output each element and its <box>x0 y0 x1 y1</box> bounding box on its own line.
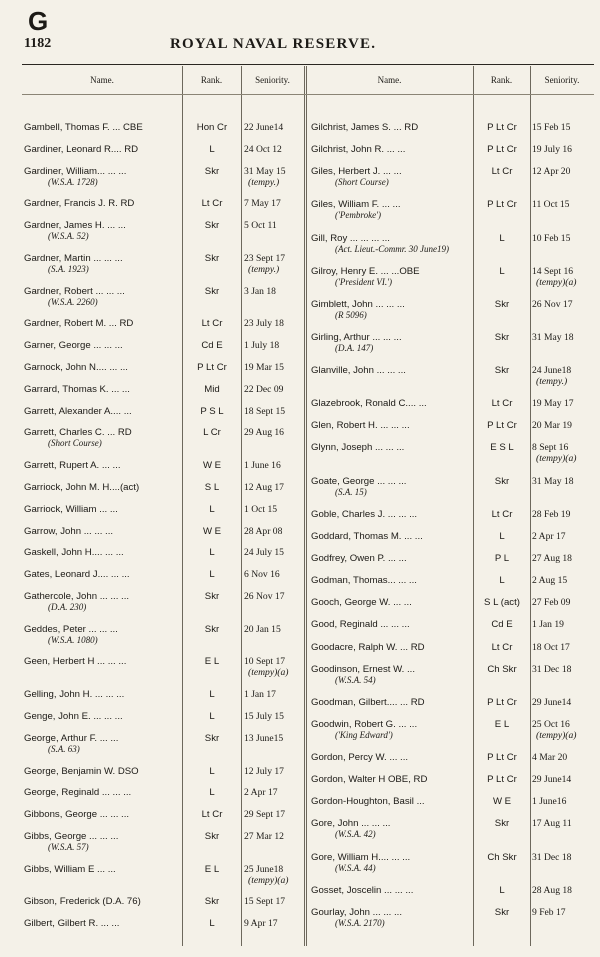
entry-rank: P L <box>494 553 510 564</box>
entry-seniority: 24 July 15 <box>244 547 284 559</box>
entry-rank: P Lt Cr <box>487 774 517 786</box>
entry-note: (W.S.A. 2170) <box>335 917 385 928</box>
entry-name: Gibbs, George ... ... ... <box>24 830 119 842</box>
entry-name: Glen, Robert H. ... ... ... <box>311 420 410 432</box>
entry-seniority: 2 Aug 15 <box>532 575 568 587</box>
entry-seniority: 31 May 18 <box>532 475 574 487</box>
entry-rank: L <box>499 530 505 542</box>
header-rule <box>22 94 594 95</box>
entry-name: Gardner, James H. ... ... <box>24 220 126 232</box>
entry-name: Gimblett, John ... ... ... <box>311 298 405 310</box>
entry-seniority: 9 Apr 17 <box>244 918 278 930</box>
entry-seniority: 20 Jan 15 <box>244 623 281 635</box>
entry-name: Gordon, Walter H OBE, RD <box>311 774 428 786</box>
entry-name: Gilchrist, John R. ... ... <box>311 144 406 156</box>
entry-name: Gore, John ... ... ... <box>311 818 391 830</box>
entry-name: Glazebrook, Ronald C.... ... <box>311 398 427 410</box>
entry-seniority: 12 Aug 17 <box>244 481 284 493</box>
header-seniority: Seniority. <box>255 75 290 85</box>
entry-rank: Skr <box>494 298 510 310</box>
entry-note: (Short Course) <box>48 438 102 449</box>
entry-seniority: 19 May 17 <box>532 398 574 410</box>
entry-rank: L <box>499 575 505 587</box>
entry-rank: E L <box>494 718 510 730</box>
entry-seniority: 14 Sept 16 <box>532 265 574 277</box>
entry-seniority-note: (tempy.) <box>248 263 280 275</box>
entry-name: Gardner, Robert M. ... RD <box>24 318 134 330</box>
entry-name: Gardiner, William... ... ... <box>24 165 127 177</box>
entry-seniority: 24 Oct 12 <box>244 143 282 155</box>
entry-seniority: 28 Feb 19 <box>532 508 571 520</box>
entry-rank: Ch Skr <box>487 663 517 675</box>
entry-rank: W E <box>492 796 512 808</box>
entry-rank: Ch Skr <box>487 851 517 863</box>
entry-rank: Skr <box>204 220 220 232</box>
entry-rank: S L (act) <box>484 597 520 609</box>
entry-seniority: 10 Feb 15 <box>532 232 571 244</box>
entry-seniority: 23 July 18 <box>244 318 284 330</box>
entry-rank: Lt Cr <box>201 318 223 330</box>
entry-rank: E L <box>204 656 220 668</box>
entry-seniority: 20 Mar 19 <box>532 420 572 432</box>
entry-name: Gill, Roy ... ... ... ... <box>311 232 390 244</box>
entry-rank: Skr <box>204 830 220 842</box>
entry-note: (R 5096) <box>335 309 367 320</box>
entry-seniority: 26 Nov 17 <box>532 298 573 310</box>
entry-seniority: 19 July 16 <box>532 144 572 156</box>
entry-name: Garrett, Charles C. ... RD <box>24 427 132 439</box>
entry-seniority: 29 June14 <box>532 696 572 708</box>
entry-seniority: 28 Aug 18 <box>532 884 572 896</box>
entry-seniority: 1 July 18 <box>244 340 280 352</box>
entry-rank: L <box>209 143 215 155</box>
entry-seniority: 27 Aug 18 <box>532 553 572 564</box>
entry-name: Goate, George ... ... ... <box>311 475 407 487</box>
entry-seniority: 6 Nov 16 <box>244 569 280 581</box>
entry-name: Gardner, Robert ... ... ... <box>24 285 125 297</box>
divider <box>182 66 183 946</box>
entry-note: (Act. Lieut.-Commr. 30 June19) <box>335 243 449 254</box>
entry-name: Goodinson, Ernest W. ... <box>311 663 415 675</box>
entry-name: Gilchrist, James S. ... RD <box>311 122 419 133</box>
entry-name: Goodwin, Robert G. ... ... <box>311 718 418 730</box>
divider <box>241 66 242 946</box>
page-number: 1182 <box>24 36 52 51</box>
entry-name: Goodman, Gilbert.... ... RD <box>311 696 425 708</box>
entry-name: Gelling, John H. ... ... ... <box>24 689 125 701</box>
entry-rank: Hon Cr <box>196 122 228 133</box>
entry-seniority: 7 May 17 <box>244 198 281 210</box>
entry-rank: L <box>209 689 215 701</box>
entry-rank: Lt Cr <box>491 166 513 178</box>
entry-rank: Lt Cr <box>491 508 513 520</box>
entry-name: Giles, William F. ... ... <box>311 199 401 211</box>
entry-seniority: 29 June14 <box>532 774 572 786</box>
entry-seniority: 8 Sept 16 <box>532 442 569 454</box>
entry-rank: E L <box>204 863 220 875</box>
entry-seniority: 24 June18 <box>532 365 572 377</box>
header-seniority: Seniority. <box>544 75 580 85</box>
entry-rank: P Lt Cr <box>487 122 517 133</box>
entry-rank: Lt Cr <box>491 398 513 410</box>
entry-rank: P Lt Cr <box>487 144 517 156</box>
entry-name: Glanville, John ... ... ... <box>311 365 406 377</box>
entry-name: Gibbs, William E ... ... <box>24 863 116 875</box>
entry-name: George, Benjamin W. DSO <box>24 765 139 777</box>
entry-seniority-note: (tempy)(a) <box>536 453 577 465</box>
section-letter: G <box>28 6 49 36</box>
entry-seniority-note: (tempy)(a) <box>248 874 289 886</box>
entry-rank: L Cr <box>203 427 221 439</box>
entry-name: Garnock, John N.... ... ... <box>24 362 128 374</box>
entry-rank: Skr <box>204 590 220 602</box>
entry-name: Goodacre, Ralph W. ... RD <box>311 641 425 653</box>
entry-seniority: 18 Oct 17 <box>532 641 570 653</box>
entry-rank: L <box>209 503 215 515</box>
entry-rank: Mid <box>204 383 220 395</box>
entry-rank: Skr <box>494 331 510 343</box>
entry-rank: E S L <box>490 442 514 454</box>
entry-name: Gilroy, Henry E. ... ...OBE <box>311 265 420 277</box>
entry-name: Garner, George ... ... ... <box>24 340 123 352</box>
entry-name: Giles, Herbert J. ... ... <box>311 166 402 178</box>
entry-seniority-note: (tempy)(a) <box>248 667 289 679</box>
entry-seniority: 11 Oct 15 <box>532 199 570 211</box>
entry-seniority: 10 Sept 17 <box>244 656 286 668</box>
entry-rank: Skr <box>494 818 510 830</box>
entry-note: ('Pembroke') <box>335 210 381 221</box>
divider <box>306 66 307 946</box>
entry-seniority: 25 Oct 16 <box>532 718 570 730</box>
entry-rank: Skr <box>204 623 220 635</box>
entry-name: Gosset, Joscelin ... ... ... <box>311 884 414 896</box>
entry-seniority: 19 Mar 15 <box>244 362 284 374</box>
entry-seniority-note: (tempy)(a) <box>536 729 577 741</box>
entry-name: Gathercole, John ... ... ... <box>24 590 130 602</box>
entry-name: Gooch, George W. ... ... <box>311 597 412 609</box>
entry-name: Goddard, Thomas M. ... ... <box>311 530 423 542</box>
entry-rank: Skr <box>494 475 510 487</box>
entry-seniority: 1 June 16 <box>244 460 281 472</box>
entry-name: Gordon, Percy W. ... ... <box>311 752 409 764</box>
entry-seniority: 27 Feb 09 <box>532 597 571 609</box>
entry-name: Gaskell, John H.... ... ... <box>24 547 124 559</box>
entry-name: George, Arthur F. ... ... <box>24 732 119 744</box>
entry-rank: L <box>209 765 215 777</box>
entry-note: (S.A. 15) <box>335 486 367 497</box>
page-title: ROYAL NAVAL RESERVE. <box>170 36 377 52</box>
entry-note: (D.A. 147) <box>335 342 374 353</box>
entry-rank: W E <box>202 525 222 537</box>
entry-seniority: 9 Feb 17 <box>532 906 566 918</box>
header-name: Name. <box>90 75 114 85</box>
entry-rank: Cd E <box>491 619 513 631</box>
entry-rank: L <box>209 918 215 930</box>
header-rank: Rank. <box>490 75 513 85</box>
entry-rank: L <box>209 569 215 581</box>
entry-rank: Skr <box>204 896 220 908</box>
entry-name: Geen, Herbert H ... ... ... <box>24 656 127 668</box>
entry-seniority: 17 Aug 11 <box>532 818 572 830</box>
entry-seniority: 31 Dec 18 <box>532 663 572 675</box>
entry-name: Garriock, John M. H....(act) <box>24 481 140 493</box>
entry-note: (W.S.A. 2260) <box>48 296 98 307</box>
entry-seniority: 27 Mar 12 <box>244 830 284 842</box>
entry-rank: Lt Cr <box>201 809 223 821</box>
entry-rank: P Lt Cr <box>487 696 517 708</box>
entry-name: Good, Reginald ... ... ... <box>311 619 410 631</box>
entry-rank: Skr <box>494 365 510 377</box>
entry-seniority: 28 Apr 08 <box>244 525 283 537</box>
entry-rank: L <box>209 547 215 559</box>
entry-seniority: 29 Aug 16 <box>244 427 284 439</box>
entry-seniority: 22 June14 <box>244 122 284 133</box>
entry-seniority: 3 Jan 18 <box>244 285 276 297</box>
entry-seniority: 4 Mar 20 <box>532 752 568 764</box>
entry-rank: Cd E <box>201 340 223 352</box>
entry-rank: Skr <box>204 165 220 177</box>
entry-seniority: 26 Nov 17 <box>244 590 285 602</box>
entry-rank: Lt Cr <box>201 198 223 210</box>
entry-rank: Skr <box>204 732 220 744</box>
entry-name: Garrett, Rupert A. ... ... <box>24 460 121 472</box>
entry-note: (Short Course) <box>335 177 389 188</box>
entry-name: Garriock, William ... ... <box>24 503 118 515</box>
entry-note: (W.S.A. 1080) <box>48 634 98 645</box>
entry-seniority-note: (tempy)(a) <box>536 276 577 288</box>
entry-seniority: 15 Sept 17 <box>244 896 286 908</box>
entry-name: Gilbert, Gilbert R. ... ... <box>24 918 120 930</box>
entry-name: Gourlay, John ... ... ... <box>311 906 402 918</box>
divider <box>530 66 531 946</box>
entry-seniority-note: (tempy.) <box>536 376 568 388</box>
header-name: Name. <box>377 75 402 85</box>
entry-rank: P Lt Cr <box>487 752 517 764</box>
entry-name: Geddes, Peter ... ... ... <box>24 623 118 635</box>
divider <box>304 66 305 946</box>
entry-name: Glynn, Joseph ... ... ... <box>311 442 405 454</box>
entry-seniority: 25 June18 <box>244 863 284 875</box>
entry-name: Garrard, Thomas K. ... ... <box>24 383 130 395</box>
entry-seniority: 13 June15 <box>244 732 284 744</box>
entry-note: (W.S.A. 1728) <box>48 176 98 187</box>
entry-name: Girling, Arthur ... ... ... <box>311 331 402 343</box>
entry-name: Gardner, Francis J. R. RD <box>24 198 135 210</box>
entry-name: Gates, Leonard J.... ... ... <box>24 569 130 581</box>
entry-name: Gore, William H.... ... ... <box>311 851 411 863</box>
entry-seniority: 1 Jan 19 <box>532 619 564 631</box>
entry-seniority: 12 July 17 <box>244 765 284 777</box>
entry-note: ('President VI.') <box>335 276 392 287</box>
entry-seniority: 1 Oct 15 <box>244 503 278 515</box>
entry-note: (S.A. 63) <box>48 743 80 754</box>
entry-name: Godfrey, Owen P. ... ... <box>311 553 407 564</box>
entry-seniority: 29 Sept 17 <box>244 809 286 821</box>
entry-seniority: 31 May 18 <box>532 331 574 343</box>
entry-note: (W.S.A. 52) <box>48 231 89 242</box>
entry-seniority: 31 May 15 <box>244 165 286 177</box>
entry-name: Gibbons, George ... ... ... <box>24 809 130 821</box>
entry-name: Gambell, Thomas F. ... CBE <box>24 122 143 133</box>
entry-name: Garrett, Alexander A.... ... <box>24 405 132 417</box>
entry-seniority: 31 Dec 18 <box>532 851 572 863</box>
entry-note: (W.S.A. 44) <box>335 862 376 873</box>
entry-rank: P Lt Cr <box>197 362 227 374</box>
entry-seniority: 1 June16 <box>532 796 567 808</box>
entry-name: Gardner, Martin ... ... ... <box>24 252 123 264</box>
entry-name: Gordon-Houghton, Basil ... <box>311 796 425 808</box>
entry-name: Godman, Thomas... ... ... <box>311 575 417 587</box>
entry-rank: L <box>499 884 505 896</box>
entry-name: George, Reginald ... ... ... <box>24 787 132 799</box>
entry-rank: Skr <box>204 285 220 297</box>
entry-seniority: 15 Feb 15 <box>532 122 571 133</box>
entry-rank: L <box>499 232 505 244</box>
divider <box>473 66 474 946</box>
entry-seniority: 18 Sept 15 <box>244 405 286 417</box>
entry-name: Gibson, Frederick (D.A. 76) <box>24 896 141 908</box>
header-rank: Rank. <box>200 75 223 85</box>
entry-seniority: 23 Sept 17 <box>244 252 286 264</box>
entry-rank: Skr <box>204 252 220 264</box>
entry-seniority: 2 Apr 17 <box>532 530 566 542</box>
entry-rank: L <box>499 265 505 277</box>
entry-rank: W E <box>202 460 222 472</box>
entry-note: (W.S.A. 42) <box>335 829 376 840</box>
entry-rank: P S L <box>200 405 224 417</box>
entry-rank: Lt Cr <box>491 641 513 653</box>
entry-seniority-note: (tempy.) <box>248 176 280 188</box>
entry-note: (D.A. 230) <box>48 601 87 612</box>
entry-name: Goble, Charles J. ... ... ... <box>311 508 418 520</box>
entry-note: (S.A. 1923) <box>48 263 89 274</box>
entry-name: Genge, John E. ... ... ... <box>24 710 123 722</box>
entry-note: (W.S.A. 57) <box>48 841 89 852</box>
entry-rank: P Lt Cr <box>487 199 517 211</box>
entry-seniority: 2 Apr 17 <box>244 787 278 799</box>
entry-name: Gardiner, Leonard R.... RD <box>24 143 139 155</box>
entry-note: (W.S.A. 54) <box>335 674 376 685</box>
entry-seniority: 22 Dec 09 <box>244 383 284 395</box>
entry-seniority: 5 Oct 11 <box>244 220 277 232</box>
entry-rank: L <box>209 787 215 799</box>
entry-rank: P Lt Cr <box>487 420 517 432</box>
entry-rank: L <box>209 710 215 722</box>
entry-seniority: 12 Apr 20 <box>532 166 571 178</box>
entry-rank: S L <box>204 481 220 493</box>
entry-name: Garrow, John ... ... ... <box>24 525 114 537</box>
entry-rank: Skr <box>494 906 510 918</box>
entry-note: ('King Edward') <box>335 729 393 740</box>
entry-seniority: 1 Jan 17 <box>244 689 276 701</box>
top-rule <box>22 64 594 65</box>
entry-seniority: 15 July 15 <box>244 710 284 722</box>
